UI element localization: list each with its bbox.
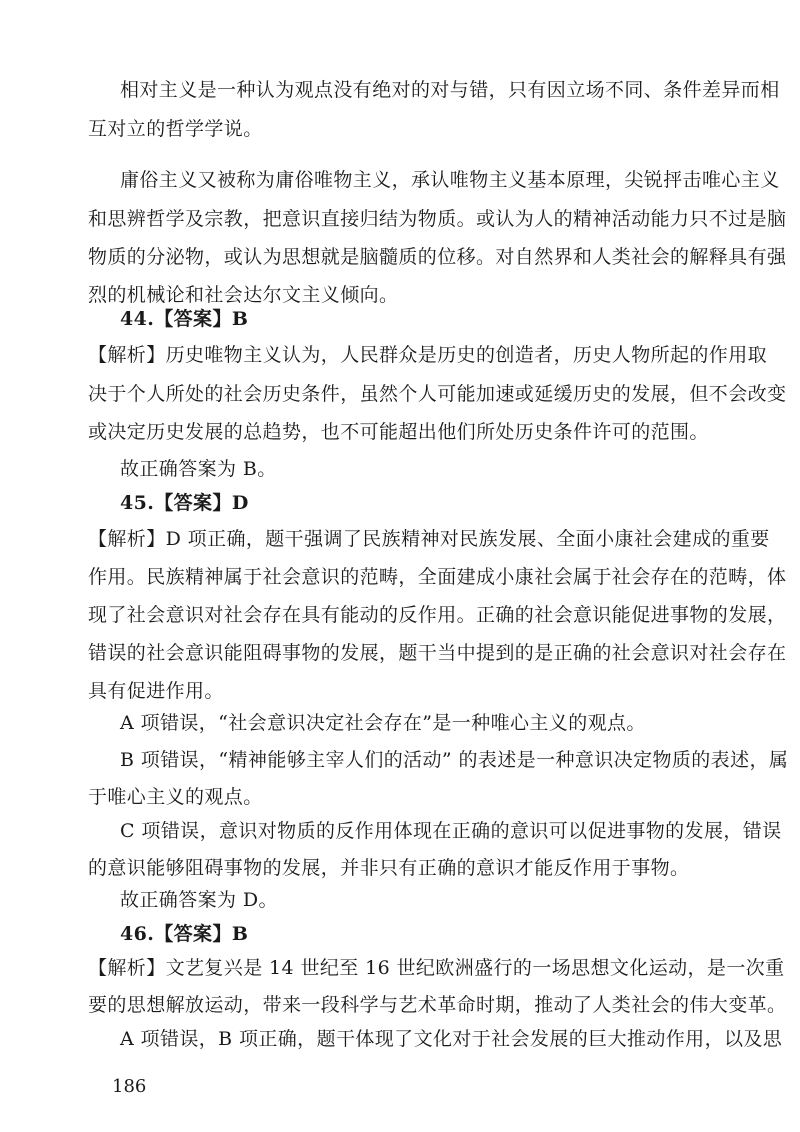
q45-analysis-line-2: 作用。民族精神属于社会意识的范畴，全面建成小康社会属于社会存在的范畴，体 [88, 566, 787, 588]
q46-analysis-line-1: 【解析】文艺复兴是 14 世纪至 16 世纪欧洲盛行的一场思想文化运动，是一次重 [88, 957, 785, 979]
vulgar-materialism-line-2: 和思辨哲学及宗教，把意识直接归结为物质。或认为人的精神活动能力只不过是脑 [88, 208, 787, 230]
q45-analysis-line-3: 现了社会意识对社会存在具有能动的反作用。正确的社会意识能促进事物的发展， [88, 604, 787, 626]
q44-conclusion: 故正确答案为 B。 [120, 458, 277, 480]
q45-option-a: A 项错误，“社会意识决定社会存在”是一种唯心主义的观点。 [120, 712, 646, 734]
q46-analysis-line-2: 要的思想解放运动，带来一段科学与艺术革命时期，推动了人类社会的伟大变革。 [88, 994, 787, 1016]
page-number: 186 [112, 1076, 147, 1097]
q45-option-b-line-1: B 项错误，“精神能够主宰人们的活动” 的表述是一种意识决定物质的表述，属 [120, 749, 789, 771]
relativism-line-1: 相对主义是一种认为观点没有绝对的对与错，只有因立场不同、条件差异而相 [120, 79, 780, 101]
q44-answer-label: 44.【答案】B [120, 308, 249, 330]
vulgar-materialism-line-1: 庸俗主义又被称为庸俗唯物主义，承认唯物主义基本原理，尖锐抨击唯心主义 [120, 169, 780, 191]
q44-analysis-line-2: 决于个人所处的社会历史条件，虽然个人可能加速或延缓历史的发展，但不会改变 [88, 383, 787, 405]
q44-analysis-line-1: 【解析】历史唯物主义认为，人民群众是历史的创造者，历史人物所起的作用取 [88, 344, 768, 366]
q45-option-c-line-1: C 项错误，意识对物质的反作用体现在正确的意识可以促进事物的发展，错误 [120, 820, 782, 842]
q46-option-ab-line: A 项错误，B 项正确，题干体现了文化对于社会发展的巨大推动作用，以及思 [120, 1028, 783, 1050]
q45-option-b-line-2: 于唯心主义的观点。 [88, 786, 263, 808]
vulgar-materialism-line-3: 物质的分泌物，或认为思想就是脑髓质的位移。对自然界和人类社会的解释具有强 [88, 246, 787, 268]
q46-answer-label: 46.【答案】B [120, 923, 249, 945]
q45-option-c-line-2: 的意识能够阻碍事物的发展，并非只有正确的意识才能反作用于事物。 [88, 857, 690, 879]
relativism-line-2: 互对立的哲学学说。 [88, 118, 263, 140]
q44-analysis-line-3: 或决定历史发展的总趋势，也不可能超出他们所处历史条件许可的范围。 [88, 421, 709, 443]
q45-answer-label: 45.【答案】D [120, 492, 249, 514]
q45-analysis-line-5: 具有促进作用。 [88, 680, 224, 702]
q45-analysis-line-4: 错误的社会意识能阻碍事物的发展，题干当中提到的是正确的社会意识对社会存在 [88, 642, 787, 664]
q45-conclusion: 故正确答案为 D。 [120, 889, 278, 911]
vulgar-materialism-line-4: 烈的机械论和社会达尔文主义倾向。 [88, 284, 399, 306]
q45-analysis-line-1: 【解析】D 项正确，题干强调了民族精神对民族发展、全面小康社会建成的重要 [88, 528, 770, 550]
